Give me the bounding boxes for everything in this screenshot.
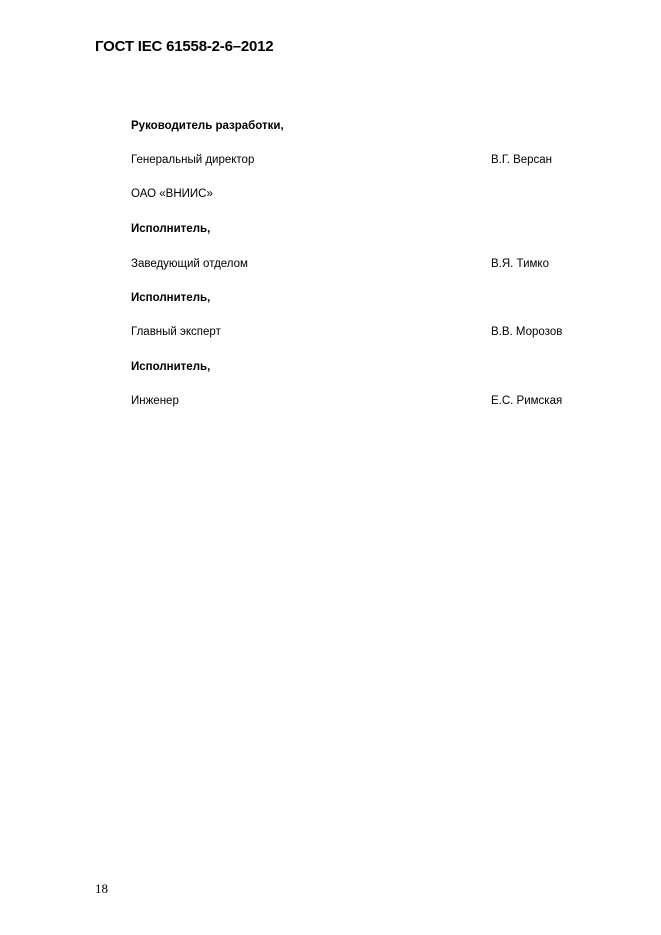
signature-name: В.Я. Тимко bbox=[491, 258, 549, 270]
signature-role-label: Главный эксперт bbox=[131, 326, 221, 338]
page-number: 18 bbox=[95, 881, 108, 896]
signature-line-general-director bbox=[131, 154, 621, 170]
signature-line-head-of-department bbox=[131, 258, 621, 274]
signature-line-organization bbox=[131, 188, 621, 204]
document-header-title: ГОСТ IEC 61558-2-6–2012 bbox=[95, 38, 274, 55]
signature-role-label: Исполнитель, bbox=[131, 292, 211, 304]
signature-role-label: Исполнитель, bbox=[131, 223, 211, 235]
signature-name: Е.С. Римская bbox=[491, 395, 563, 407]
signature-line-engineer bbox=[131, 395, 621, 411]
signature-line-executor-heading bbox=[131, 292, 621, 308]
organization-name: ОАО «ВНИИС» bbox=[131, 188, 213, 200]
signature-line-role-heading bbox=[131, 120, 621, 136]
signature-role-label: Руководитель разработки, bbox=[131, 120, 284, 132]
signature-name: В.Г. Версан bbox=[491, 154, 553, 166]
signature-role-label: Заведующий отделом bbox=[131, 258, 248, 270]
signature-name: В.В. Морозов bbox=[491, 326, 563, 338]
signature-role-label: Генеральный директор bbox=[131, 154, 255, 166]
signature-line-executor-heading bbox=[131, 361, 621, 377]
signature-role-label: Исполнитель, bbox=[131, 361, 211, 373]
signature-line-executor-heading bbox=[131, 223, 621, 239]
signature-role-label: Инженер bbox=[131, 395, 179, 407]
signature-line-chief-expert bbox=[131, 326, 621, 342]
